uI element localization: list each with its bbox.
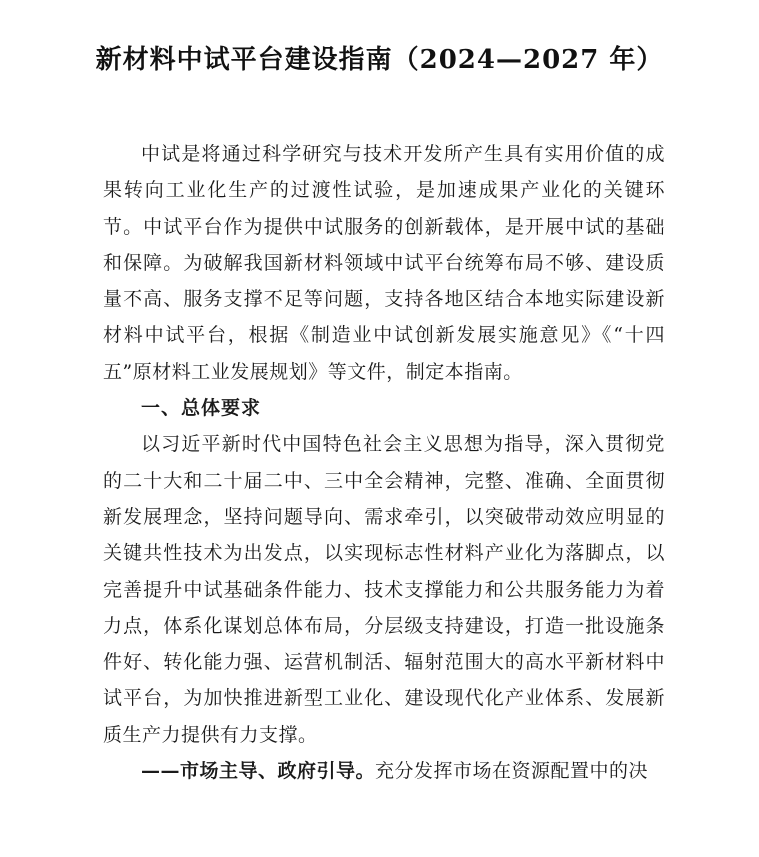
principle-text: 充分发挥市场在资源配置中的决 <box>375 760 649 783</box>
principle-paragraph <box>103 753 665 789</box>
intro-paragraph: 中试是将通过科学研究与技术开发所产生具有实用价值的成果转向工业化生产的过渡性试验，是加速成果产业化的关键环节。中试平台作为提供中试服务的创新载体，是开展中试的基础和保障。为破解我国新材料领域中试平台统筹布局不够、建设质量不高、服务支撑不足等问题，支持各地区结合本地实际建设新材料中试平台，根据《制造业中试创新发展实施意见》《“十四五”原材料工业发展规划》等文件，制定本指南。 <box>103 143 665 383</box>
section-heading: 一、总体要求 <box>141 397 262 420</box>
principle-lead: ——市场主导、政府引导。 <box>141 760 376 783</box>
document-title: 新材料中试平台建设指南（2024—2027 年） <box>95 45 664 75</box>
section-paragraph: 以习近平新时代中国特色社会主义思想为指导，深入贯彻党的二十大和二十届二中、三中全会精神，完整、准确、全面贯彻新发展理念，坚持问题导向、需求牵引，以突破带动效应明显的关键共性技术为出发点，以实现标志性材料产业化为落脚点，以完善提升中试基础条件能力、技术支撑能力和公共服务能力为着力点，体系化谋划总体布局，分层级支持建设，打造一批设施条件好、转化能力强、运营机制活、辐射范围大的高水平新材料中试平台，为加快推进新型工业化、建设现代化产业体系、发展新质生产力提供有力支撑。 <box>103 433 665 746</box>
document-body <box>103 136 665 789</box>
